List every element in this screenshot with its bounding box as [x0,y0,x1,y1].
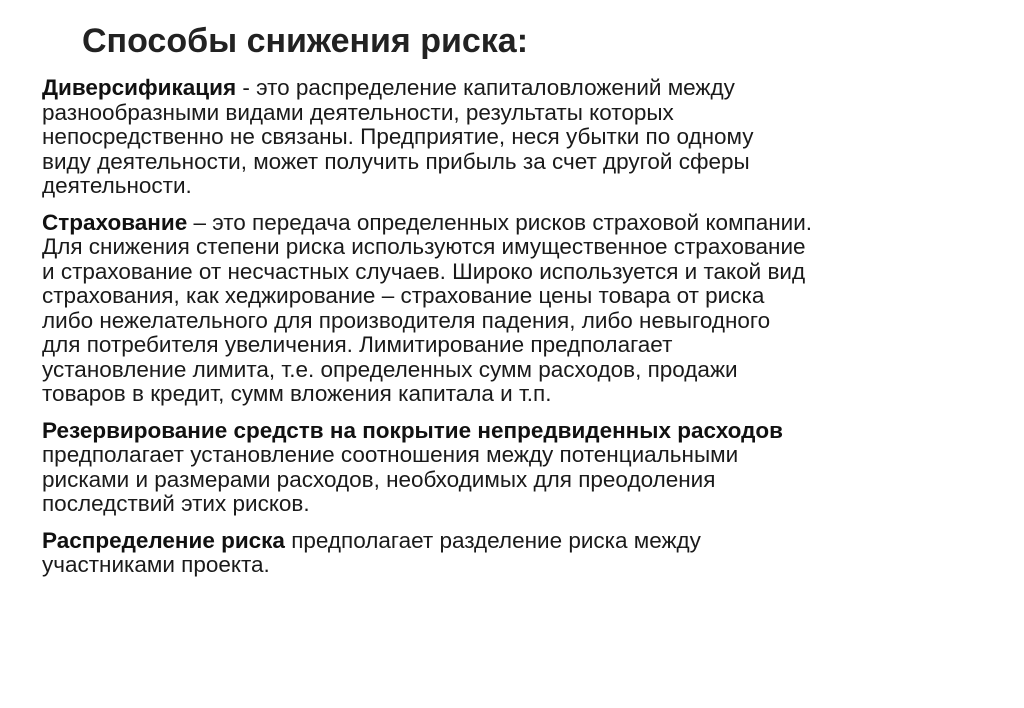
paragraph-line: страхования, как хеджирование – страхование цены товара от риска [42,283,765,308]
paragraph-line: непосредственно не связаны. Предприятие, неся убытки по одному [42,124,754,149]
paragraph-line: разнообразными видами деятельности, результаты которых [42,99,674,125]
paragraph-line: Для снижения степени риска используются имущественное страхование [42,234,806,259]
slide-content [42,76,1002,590]
paragraph-line: либо нежелательного для производителя падения, либо невыгодного [42,307,771,333]
paragraph-line: предполагает установление соотношения между потенциальными [42,442,739,467]
paragraph-line: участниками проекта. [42,552,270,577]
definition-text: предполагает разделение риска между [284,527,701,553]
term-reserves: Резервирование средств на покрытие непредвиденных расходов [42,417,783,443]
term-risk-distribution: Распределение риска [42,527,285,553]
paragraph-line: последствий этих рисков. [42,491,310,516]
paragraph-line: виду деятельности, может получить прибыль за счет другой сферы [42,148,750,174]
definition-text: – это передача определенных рисков страховой компании. [187,209,813,235]
paragraph-diversification [42,76,1002,199]
paragraph-line: товаров в кредит, сумм вложения капитала и т.п. [42,381,552,406]
paragraph-insurance [42,211,1002,407]
term-insurance: Страхование [42,209,188,235]
paragraph-line: и страхование от несчастных случаев. Широко используется и такой вид [42,258,806,284]
paragraph-first-line [42,211,1002,236]
paragraph-risk-distribution [42,529,1002,578]
paragraph-first-line [42,529,1002,554]
term-diversification: Диверсификация [42,75,237,100]
slide-title: Способы снижения риска: [82,22,529,60]
paragraph-line: установление лимита, т.е. определенных сумм расходов, продажи [42,356,738,382]
paragraph-first-line [42,76,1002,101]
paragraph-reserves [42,419,1002,517]
paragraph-line: для потребителя увеличения. Лимитирование предполагает [42,332,673,357]
paragraph-line: рисками и размерами расходов, необходимых для преодоления [42,466,716,492]
paragraph-first-line [42,419,1002,444]
definition-text: - это распределение капиталовложений между [236,75,735,100]
paragraph-line: деятельности. [42,173,192,198]
